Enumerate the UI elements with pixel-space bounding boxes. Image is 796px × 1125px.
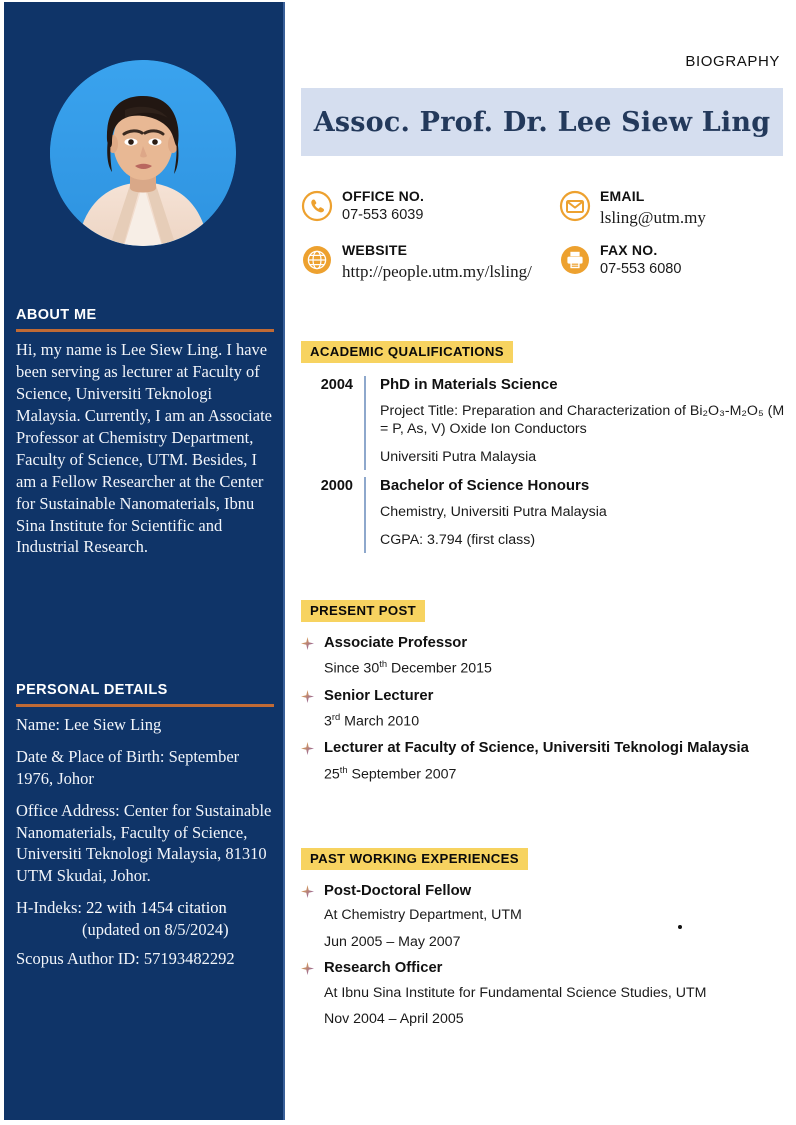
present-post-date: 3rd March 2010 xyxy=(324,712,420,730)
about-me-section xyxy=(16,307,278,558)
past-working-experiences-section xyxy=(301,848,791,1037)
printer-icon xyxy=(559,244,591,276)
biography-label: BIOGRAPHY xyxy=(685,53,780,70)
about-me-divider xyxy=(16,329,274,332)
about-me-text: Hi, my name is Lee Siew Ling. I have been serving as lecturer at Faculty of Science, Universiti Teknologi Malaysia. Currently, I am an Associate Professor at Chemistry Department, Faculty of Science, UTM. Besides, I am a Fellow Researcher at the Center for Sustainable Nanomaterials, Ibnu Sina Institute for Scientific and Industrial Research. xyxy=(16,340,272,557)
qualification-title: Bachelor of Science Honours xyxy=(380,477,590,495)
qualification-row xyxy=(301,376,791,470)
qualification-year: 2004 xyxy=(320,376,353,393)
past-experience-place: At Chemistry Department, UTM xyxy=(324,907,522,924)
main-content xyxy=(287,0,796,1125)
present-post-section xyxy=(301,600,791,792)
star-bullet-icon xyxy=(301,962,314,975)
sidebar xyxy=(4,2,285,1120)
contact-website[interactable] xyxy=(301,242,559,282)
personal-details-heading: PERSONAL DETAILS xyxy=(16,682,168,698)
contact-value: http://people.utm.my/lsling/ xyxy=(342,262,532,282)
present-post-title: Lecturer at Faculty of Science, Universiti Teknologi Malaysia xyxy=(324,740,749,757)
h-index-updated: (updated on 8/5/2024) xyxy=(82,919,229,939)
personal-details-section xyxy=(16,682,278,980)
contact-value: lsling@utm.my xyxy=(600,208,706,228)
present-post-item xyxy=(301,634,791,679)
present-post-title: Associate Professor xyxy=(324,634,468,651)
contact-label: FAX NO. xyxy=(600,241,658,258)
h-index-value: 22 with 1454 citation xyxy=(86,898,227,918)
personal-details-divider xyxy=(16,704,274,707)
star-bullet-icon xyxy=(301,690,314,703)
qualification-title: PhD in Materials Science xyxy=(380,375,558,393)
globe-icon xyxy=(301,244,333,276)
academic-qualifications-section xyxy=(301,341,791,560)
personal-office-address: Office Address: Center for Sustainable Nanomaterials, Faculty of Science, Universiti Teknologi Malaysia, 81310 UTM Skudai, Johor. xyxy=(16,801,272,885)
timeline-bar xyxy=(364,376,366,470)
contact-fax-no[interactable] xyxy=(559,242,791,282)
envelope-icon xyxy=(559,190,591,222)
qualification-detail: Chemistry, Universiti Putra Malaysia xyxy=(380,504,607,521)
stray-bullet-dot xyxy=(678,925,682,929)
present-post-title: Senior Lecturer xyxy=(324,687,434,704)
timeline-bar xyxy=(364,477,366,553)
name-banner xyxy=(301,88,783,156)
qualification-institution: Universiti Putra Malaysia xyxy=(380,448,537,465)
section-heading-past-experience: PAST WORKING EXPERIENCES xyxy=(301,848,528,870)
past-experience-title: Research Officer xyxy=(324,960,443,977)
qualification-list xyxy=(301,376,791,553)
star-bullet-icon xyxy=(301,885,314,898)
contact-label: WEBSITE xyxy=(342,241,408,258)
contact-email[interactable] xyxy=(559,188,791,228)
phone-icon xyxy=(301,190,333,222)
contact-office-no[interactable] xyxy=(301,188,559,228)
contact-value: 07-553 6039 xyxy=(342,207,424,224)
contact-value: 07-553 6080 xyxy=(600,261,682,278)
section-heading-present-post: PRESENT POST xyxy=(301,600,425,622)
past-experience-list xyxy=(301,882,791,1029)
present-post-date: Since 30th December 2015 xyxy=(324,659,492,678)
present-post-list xyxy=(301,634,791,784)
star-bullet-icon xyxy=(301,742,314,755)
past-experience-item xyxy=(301,882,791,951)
qualification-row xyxy=(301,477,791,553)
present-post-item xyxy=(301,687,791,732)
past-experience-item xyxy=(301,959,791,1028)
past-experience-period: Nov 2004 – April 2005 xyxy=(324,1011,464,1028)
portrait-photo-icon xyxy=(50,60,236,246)
avatar xyxy=(50,60,236,246)
contact-label: OFFICE NO. xyxy=(342,188,425,204)
contact-label: EMAIL xyxy=(600,188,645,204)
qualification-detail: Project Title: Preparation and Characterization of Bi₂O₃-M₂O₅ (M = P, As, V) Oxide Ion Conductors xyxy=(380,402,785,438)
h-index-label: H-Indeks: xyxy=(16,898,87,918)
present-post-item xyxy=(301,739,791,784)
past-experience-place: At Ibnu Sina Institute for Fundamental Science Studies, UTM xyxy=(324,984,707,1001)
past-experience-title: Post-Doctoral Fellow xyxy=(324,882,472,899)
page-title: Assoc. Prof. Dr. Lee Siew Ling xyxy=(313,106,771,138)
contact-block xyxy=(301,188,791,282)
past-experience-period: Jun 2005 – May 2007 xyxy=(324,933,461,950)
section-heading-academic: ACADEMIC QUALIFICATIONS xyxy=(301,341,513,363)
star-bullet-icon xyxy=(301,637,314,650)
contact-row xyxy=(301,242,791,282)
personal-scopus-id: Scopus Author ID: 57193482292 xyxy=(16,948,235,968)
present-post-date: 25th September 2007 xyxy=(324,764,457,783)
personal-h-index xyxy=(16,897,278,940)
qualification-cgpa: CGPA: 3.794 (first class) xyxy=(380,531,536,548)
about-me-heading: ABOUT ME xyxy=(16,307,97,323)
qualification-year: 2000 xyxy=(320,478,353,495)
contact-row xyxy=(301,188,791,228)
personal-name: Name: Lee Siew Ling xyxy=(16,715,162,734)
personal-dob: Date & Place of Birth: September 1976, Johor xyxy=(16,747,240,788)
